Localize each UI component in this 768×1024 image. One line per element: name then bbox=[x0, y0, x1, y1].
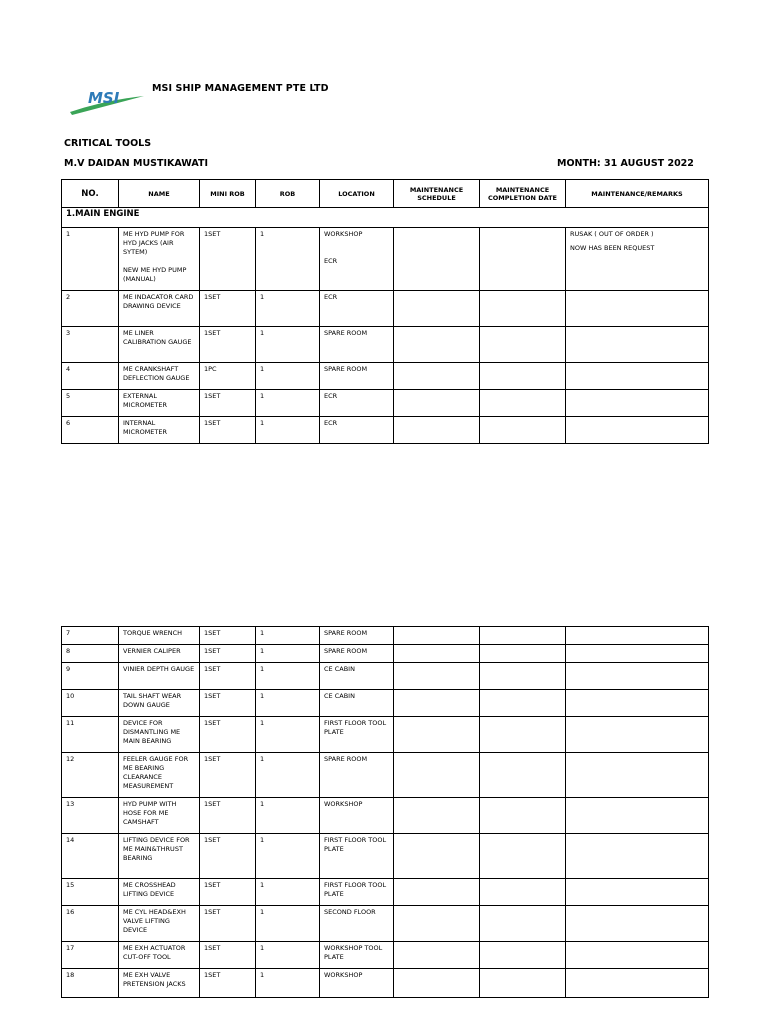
cell-schedule bbox=[394, 942, 480, 969]
cell-mini-rob: 1SET bbox=[200, 663, 256, 690]
cell-no: 18 bbox=[62, 969, 119, 998]
cell-no: 11 bbox=[62, 717, 119, 753]
cell-mini-rob: 1SET bbox=[200, 969, 256, 998]
cell-mini-rob: 1SET bbox=[200, 906, 256, 942]
cell-location: SPARE ROOM bbox=[320, 327, 394, 363]
table-row bbox=[62, 417, 709, 444]
cell-remarks bbox=[566, 645, 709, 663]
cell-remarks bbox=[566, 969, 709, 998]
cell-location: FIRST FLOOR TOOL PLATE bbox=[320, 879, 394, 906]
table-header-row bbox=[62, 180, 709, 208]
cell-completion bbox=[480, 291, 566, 327]
cell-no: 8 bbox=[62, 645, 119, 663]
cell-name: FEELER GAUGE FOR ME BEARING CLEARANCE MEASUREMENT bbox=[119, 753, 200, 798]
cell-name: DEVICE FOR DISMANTLING ME MAIN BEARING bbox=[119, 717, 200, 753]
cell-rob: 1 bbox=[256, 753, 320, 798]
cell-completion bbox=[480, 753, 566, 798]
table-row bbox=[62, 879, 709, 906]
cell-location: CE CABIN bbox=[320, 690, 394, 717]
cell-location: FIRST FLOOR TOOL PLATE bbox=[320, 834, 394, 879]
cell-remarks bbox=[566, 390, 709, 417]
table-row bbox=[62, 753, 709, 798]
cell-completion bbox=[480, 906, 566, 942]
section-title: 1.MAIN ENGINE bbox=[62, 208, 709, 228]
cell-location-line: ECR bbox=[324, 257, 338, 265]
cell-name: TAIL SHAFT WEAR DOWN GAUGE bbox=[119, 690, 200, 717]
cell-mini-rob: 1SET bbox=[200, 942, 256, 969]
cell-remarks bbox=[566, 291, 709, 327]
cell-rob: 1 bbox=[256, 690, 320, 717]
cell-mini-rob: 1SET bbox=[200, 753, 256, 798]
cell-no: 3 bbox=[62, 327, 119, 363]
cell-remarks bbox=[566, 798, 709, 834]
cell-remarks bbox=[566, 942, 709, 969]
cell-location: FIRST FLOOR TOOL PLATE bbox=[320, 717, 394, 753]
cell-remarks bbox=[566, 663, 709, 690]
table-row bbox=[62, 390, 709, 417]
col-header-maintenance-schedule: MAINTENANCE SCHEDULE bbox=[394, 180, 480, 208]
cell-no: 4 bbox=[62, 363, 119, 390]
cell-schedule bbox=[394, 906, 480, 942]
table-row bbox=[62, 663, 709, 690]
cell-mini-rob: 1PC bbox=[200, 363, 256, 390]
cell-remarks bbox=[566, 228, 709, 291]
cell-rob: 1 bbox=[256, 327, 320, 363]
cell-mini-rob: 1SET bbox=[200, 390, 256, 417]
cell-rob: 1 bbox=[256, 363, 320, 390]
cell-mini-rob: 1SET bbox=[200, 879, 256, 906]
table-row bbox=[62, 798, 709, 834]
cell-location: WORKSHOP TOOL PLATE bbox=[320, 942, 394, 969]
cell-location: ECR bbox=[320, 291, 394, 327]
table-row bbox=[62, 363, 709, 390]
cell-completion bbox=[480, 942, 566, 969]
cell-schedule bbox=[394, 879, 480, 906]
cell-mini-rob: 1SET bbox=[200, 417, 256, 444]
section-row bbox=[62, 208, 709, 228]
cell-location: SPARE ROOM bbox=[320, 645, 394, 663]
cell-rob: 1 bbox=[256, 390, 320, 417]
cell-location: WORKSHOP bbox=[320, 969, 394, 998]
col-header-no: NO. bbox=[62, 180, 119, 208]
cell-schedule bbox=[394, 663, 480, 690]
cell-name: VINIER DEPTH GAUGE bbox=[119, 663, 200, 690]
cell-completion bbox=[480, 879, 566, 906]
cell-rob: 1 bbox=[256, 969, 320, 998]
cell-location: SECOND FLOOR bbox=[320, 906, 394, 942]
cell-name-line: ME HYD PUMP FOR HYD JACKS (AIR SYTEM) bbox=[123, 230, 185, 256]
cell-rob: 1 bbox=[256, 942, 320, 969]
cell-location: SPARE ROOM bbox=[320, 753, 394, 798]
cell-remarks bbox=[566, 417, 709, 444]
cell-rob: 1 bbox=[256, 879, 320, 906]
cell-no: 12 bbox=[62, 753, 119, 798]
cell-mini-rob: 1SET bbox=[200, 327, 256, 363]
col-header-remarks: MAINTENANCE/REMARKS bbox=[566, 180, 709, 208]
cell-schedule bbox=[394, 390, 480, 417]
cell-no: 13 bbox=[62, 798, 119, 834]
table-row bbox=[62, 834, 709, 879]
cell-completion bbox=[480, 834, 566, 879]
cell-remarks-line: RUSAK ( OUT OF ORDER ) bbox=[570, 230, 654, 238]
cell-name: ME CYL HEAD&EXH VALVE LIFTING DEVICE bbox=[119, 906, 200, 942]
critical-tools-table-continued bbox=[61, 626, 709, 998]
cell-schedule bbox=[394, 228, 480, 291]
cell-rob: 1 bbox=[256, 798, 320, 834]
cell-mini-rob: 1SET bbox=[200, 798, 256, 834]
cell-completion bbox=[480, 717, 566, 753]
cell-schedule bbox=[394, 834, 480, 879]
cell-rob: 1 bbox=[256, 663, 320, 690]
cell-name: LIFTING DEVICE FOR ME MAIN&THRUST BEARING bbox=[119, 834, 200, 879]
cell-no: 14 bbox=[62, 834, 119, 879]
cell-no: 9 bbox=[62, 663, 119, 690]
cell-remarks bbox=[566, 834, 709, 879]
cell-remarks bbox=[566, 717, 709, 753]
cell-name: EXTERNAL MICROMETER bbox=[119, 390, 200, 417]
table-row bbox=[62, 717, 709, 753]
cell-location: WORKSHOP bbox=[320, 798, 394, 834]
cell-location: SPARE ROOM bbox=[320, 627, 394, 645]
cell-completion bbox=[480, 327, 566, 363]
cell-remarks bbox=[566, 627, 709, 645]
table-row bbox=[62, 690, 709, 717]
cell-schedule bbox=[394, 753, 480, 798]
cell-mini-rob: 1SET bbox=[200, 228, 256, 291]
table-row bbox=[62, 291, 709, 327]
cell-location: ECR bbox=[320, 417, 394, 444]
cell-no: 15 bbox=[62, 879, 119, 906]
cell-no: 7 bbox=[62, 627, 119, 645]
vessel-name: M.V DAIDAN MUSTIKAWATI bbox=[64, 158, 208, 169]
cell-mini-rob: 1SET bbox=[200, 627, 256, 645]
cell-remarks bbox=[566, 753, 709, 798]
cell-remarks bbox=[566, 906, 709, 942]
cell-remarks-line: NOW HAS BEEN REQUEST bbox=[570, 244, 655, 252]
cell-remarks bbox=[566, 363, 709, 390]
cell-name: HYD PUMP WITH HOSE FOR ME CAMSHAFT bbox=[119, 798, 200, 834]
cell-schedule bbox=[394, 798, 480, 834]
msi-logo bbox=[66, 82, 146, 120]
cell-schedule bbox=[394, 327, 480, 363]
table-row bbox=[62, 327, 709, 363]
table-row bbox=[62, 228, 709, 291]
cell-schedule bbox=[394, 645, 480, 663]
col-header-rob: ROB bbox=[256, 180, 320, 208]
cell-schedule bbox=[394, 717, 480, 753]
cell-name: ME CRANKSHAFT DEFLECTION GAUGE bbox=[119, 363, 200, 390]
cell-name: ME INDACATOR CARD DRAWING DEVICE bbox=[119, 291, 200, 327]
company-name: MSI SHIP MANAGEMENT PTE LTD bbox=[152, 83, 329, 94]
cell-mini-rob: 1SET bbox=[200, 834, 256, 879]
cell-no: 6 bbox=[62, 417, 119, 444]
cell-rob: 1 bbox=[256, 228, 320, 291]
table-row bbox=[62, 906, 709, 942]
cell-name: ME EXH ACTUATOR CUT-OFF TOOL bbox=[119, 942, 200, 969]
cell-name: TORQUE WRENCH bbox=[119, 627, 200, 645]
cell-no: 10 bbox=[62, 690, 119, 717]
cell-mini-rob: 1SET bbox=[200, 690, 256, 717]
cell-name: ME LINER CALIBRATION GAUGE bbox=[119, 327, 200, 363]
table-row bbox=[62, 969, 709, 998]
cell-mini-rob: 1SET bbox=[200, 645, 256, 663]
cell-remarks bbox=[566, 879, 709, 906]
cell-mini-rob: 1SET bbox=[200, 717, 256, 753]
critical-tools-table bbox=[61, 179, 709, 444]
cell-schedule bbox=[394, 417, 480, 444]
cell-schedule bbox=[394, 291, 480, 327]
col-header-mini-rob: MINI ROB bbox=[200, 180, 256, 208]
cell-rob: 1 bbox=[256, 645, 320, 663]
cell-completion bbox=[480, 627, 566, 645]
cell-no: 16 bbox=[62, 906, 119, 942]
cell-rob: 1 bbox=[256, 834, 320, 879]
cell-completion bbox=[480, 645, 566, 663]
cell-schedule bbox=[394, 969, 480, 998]
col-header-location: LOCATION bbox=[320, 180, 394, 208]
logo-text: MSI bbox=[88, 89, 120, 107]
document-title: CRITICAL TOOLS bbox=[64, 138, 152, 149]
cell-completion bbox=[480, 363, 566, 390]
cell-rob: 1 bbox=[256, 291, 320, 327]
cell-no: 5 bbox=[62, 390, 119, 417]
cell-schedule bbox=[394, 627, 480, 645]
cell-location: ECR bbox=[320, 390, 394, 417]
cell-name: ME EXH VALVE PRETENSION JACKS bbox=[119, 969, 200, 998]
cell-remarks bbox=[566, 690, 709, 717]
cell-completion bbox=[480, 798, 566, 834]
cell-rob: 1 bbox=[256, 627, 320, 645]
table-row bbox=[62, 942, 709, 969]
cell-completion bbox=[480, 417, 566, 444]
cell-location bbox=[320, 228, 394, 291]
cell-schedule bbox=[394, 690, 480, 717]
cell-no: 1 bbox=[62, 228, 119, 291]
cell-location: SPARE ROOM bbox=[320, 363, 394, 390]
cell-schedule bbox=[394, 363, 480, 390]
cell-completion bbox=[480, 390, 566, 417]
cell-location: CE CABIN bbox=[320, 663, 394, 690]
table-row bbox=[62, 627, 709, 645]
cell-rob: 1 bbox=[256, 717, 320, 753]
report-month: MONTH: 31 AUGUST 2022 bbox=[557, 158, 694, 169]
cell-completion bbox=[480, 690, 566, 717]
cell-name bbox=[119, 228, 200, 291]
cell-remarks bbox=[566, 327, 709, 363]
cell-rob: 1 bbox=[256, 906, 320, 942]
cell-mini-rob: 1SET bbox=[200, 291, 256, 327]
cell-name: ME CROSSHEAD LIFTING DEVICE bbox=[119, 879, 200, 906]
cell-completion bbox=[480, 228, 566, 291]
cell-completion bbox=[480, 969, 566, 998]
table-row bbox=[62, 645, 709, 663]
cell-name: VERNIER CALIPER bbox=[119, 645, 200, 663]
cell-no: 17 bbox=[62, 942, 119, 969]
col-header-name: NAME bbox=[119, 180, 200, 208]
col-header-completion-date: MAINTENANCE COMPLETION DATE bbox=[480, 180, 566, 208]
cell-name-line: NEW ME HYD PUMP (MANUAL) bbox=[123, 266, 187, 283]
cell-name: INTERNAL MICROMETER bbox=[119, 417, 200, 444]
cell-completion bbox=[480, 663, 566, 690]
cell-rob: 1 bbox=[256, 417, 320, 444]
cell-location-line: WORKSHOP bbox=[324, 230, 363, 238]
cell-no: 2 bbox=[62, 291, 119, 327]
